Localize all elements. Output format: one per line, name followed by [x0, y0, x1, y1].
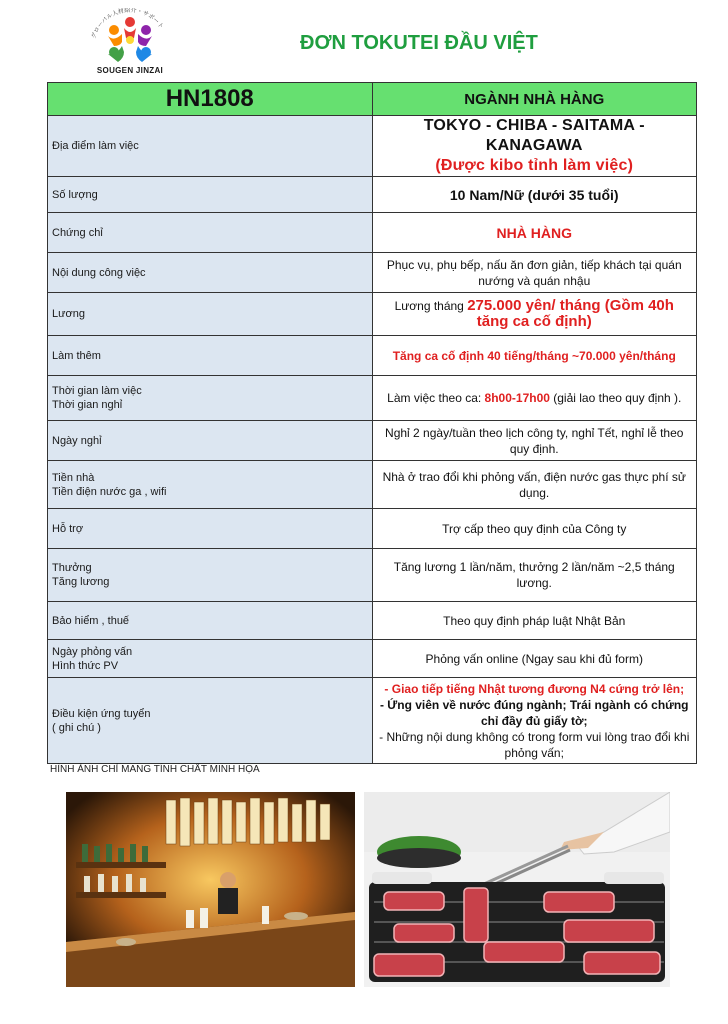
salary-value	[372, 293, 697, 336]
table-row-insurance	[48, 602, 697, 640]
salary-amount: 275.000 yên/ tháng (Gồm 40h tăng ca cố định)	[467, 297, 674, 330]
table-row-quantity	[48, 177, 697, 213]
housing-value: Nhà ở trao đổi khi phỏng vấn, điện nước gas thực phí sử dụng.	[372, 461, 697, 509]
page-title: ĐƠN TOKUTEI ĐẦU VIỆT	[300, 32, 538, 54]
table-row-certificate	[48, 213, 697, 253]
support-value: Trợ cấp theo quy định của Công ty	[372, 509, 697, 549]
hours-highlight: 8h00-17h00	[484, 391, 550, 405]
table-row-job	[48, 253, 697, 293]
row-label: Hỗ trợ	[48, 509, 373, 549]
condition-line-2: - Ứng viên về nước đúng ngành; Trái ngành có chứng chỉ đầy đủ giấy tờ;	[379, 697, 689, 728]
row-label: Số lượng	[48, 177, 373, 213]
row-value	[372, 116, 697, 177]
table-row-housing	[48, 461, 697, 509]
table-row-salary	[48, 293, 697, 336]
row-label: Bảo hiểm , thuế	[48, 602, 373, 640]
table-row-conditions	[48, 678, 697, 764]
hours-suffix: (giải lao theo quy định ).	[549, 391, 682, 405]
table-row-hours	[48, 376, 697, 421]
condition-line-3: - Những nội dung không có trong form vui lòng trao đổi khi phỏng vấn;	[379, 729, 690, 760]
table-row-support	[48, 509, 697, 549]
hours-prefix: Làm việc theo ca:	[387, 391, 485, 405]
izakaya-illustration	[66, 792, 355, 987]
quantity-value: 10 Nam/Nữ (dưới 35 tuổi)	[372, 177, 697, 213]
logo-text: SOUGEN JINZAI	[96, 66, 164, 75]
row-label: Lương	[48, 293, 373, 336]
location-note: (Được kibo tỉnh làm việc)	[435, 157, 634, 174]
logo-arc-text: グローバル人材紹介・サポート	[90, 8, 165, 40]
table-row-bonus	[48, 549, 697, 602]
row-label-line2: Tiền điện nước ga , wifi	[52, 485, 167, 498]
insurance-value: Theo quy định pháp luật Nhật Bản	[372, 602, 697, 640]
job-info-table	[47, 82, 697, 764]
row-label-line1: Điều kiện ứng tuyển	[52, 707, 151, 720]
row-label	[48, 376, 373, 421]
job-code: HN1808	[48, 83, 373, 116]
hours-value	[372, 376, 697, 421]
days-off-value: Nghỉ 2 ngày/tuần theo lịch công ty, nghỉ Tết, nghỉ lễ theo quy định.	[372, 421, 697, 461]
restaurant-interior-image	[66, 792, 355, 987]
row-label: Làm thêm	[48, 336, 373, 376]
row-label-line1: Thưởng	[52, 562, 92, 574]
location-cities: TOKYO - CHIBA - SAITAMA - KANAGAWA	[423, 117, 645, 154]
row-label	[48, 678, 373, 764]
row-label-line2: Tăng lương	[52, 576, 110, 588]
table-row-days-off	[48, 421, 697, 461]
row-label-line2: Hình thức PV	[52, 659, 119, 672]
row-label-line1: Ngày phỏng vấn	[52, 645, 133, 658]
row-label: Chứng chỉ	[48, 213, 373, 253]
overtime-value: Tăng ca cố định 40 tiếng/tháng ~70.000 yên/tháng	[372, 336, 697, 376]
table-row-overtime	[48, 336, 697, 376]
row-label-line2: ( ghi chú )	[52, 721, 101, 734]
bonus-value: Tăng lương 1 lần/năm, thưởng 2 lần/năm ~2,5 tháng lương.	[372, 549, 697, 602]
row-label-line2: Thời gian nghỉ	[52, 399, 123, 411]
conditions-value	[372, 678, 697, 764]
row-label-line1: Thời gian làm việc	[52, 385, 142, 397]
table-header-row	[48, 83, 697, 116]
table-row-location	[48, 116, 697, 177]
certificate-value: NHÀ HÀNG	[372, 213, 697, 253]
row-label	[48, 549, 373, 602]
table-row-interview	[48, 640, 697, 678]
job-sector: NGÀNH NHÀ HÀNG	[372, 83, 697, 116]
job-value: Phục vụ, phụ bếp, nấu ăn đơn giản, tiếp khách tại quán nướng và quán nhậu	[372, 253, 697, 293]
condition-line-1: - Giao tiếp tiếng Nhật tương đương N4 cứng trở lên;	[384, 681, 685, 696]
row-label: Nội dung công việc	[48, 253, 373, 293]
interview-value: Phỏng vấn online (Ngay sau khi đủ form)	[372, 640, 697, 678]
company-logo	[80, 8, 180, 78]
bbq-grill-image	[364, 792, 670, 987]
illustration-note: HÌNH ẢNH CHỈ MANG TÍNH CHẤT MINH HỌA	[50, 764, 260, 775]
row-label: Ngày nghỉ	[48, 421, 373, 461]
row-label: Địa điểm làm việc	[48, 116, 373, 177]
logo-people-icon	[80, 8, 180, 68]
yakiniku-illustration	[364, 792, 670, 987]
row-label	[48, 461, 373, 509]
row-label	[48, 640, 373, 678]
row-label-line1: Tiền nhà	[52, 471, 95, 484]
salary-prefix: Lương tháng	[394, 299, 468, 313]
